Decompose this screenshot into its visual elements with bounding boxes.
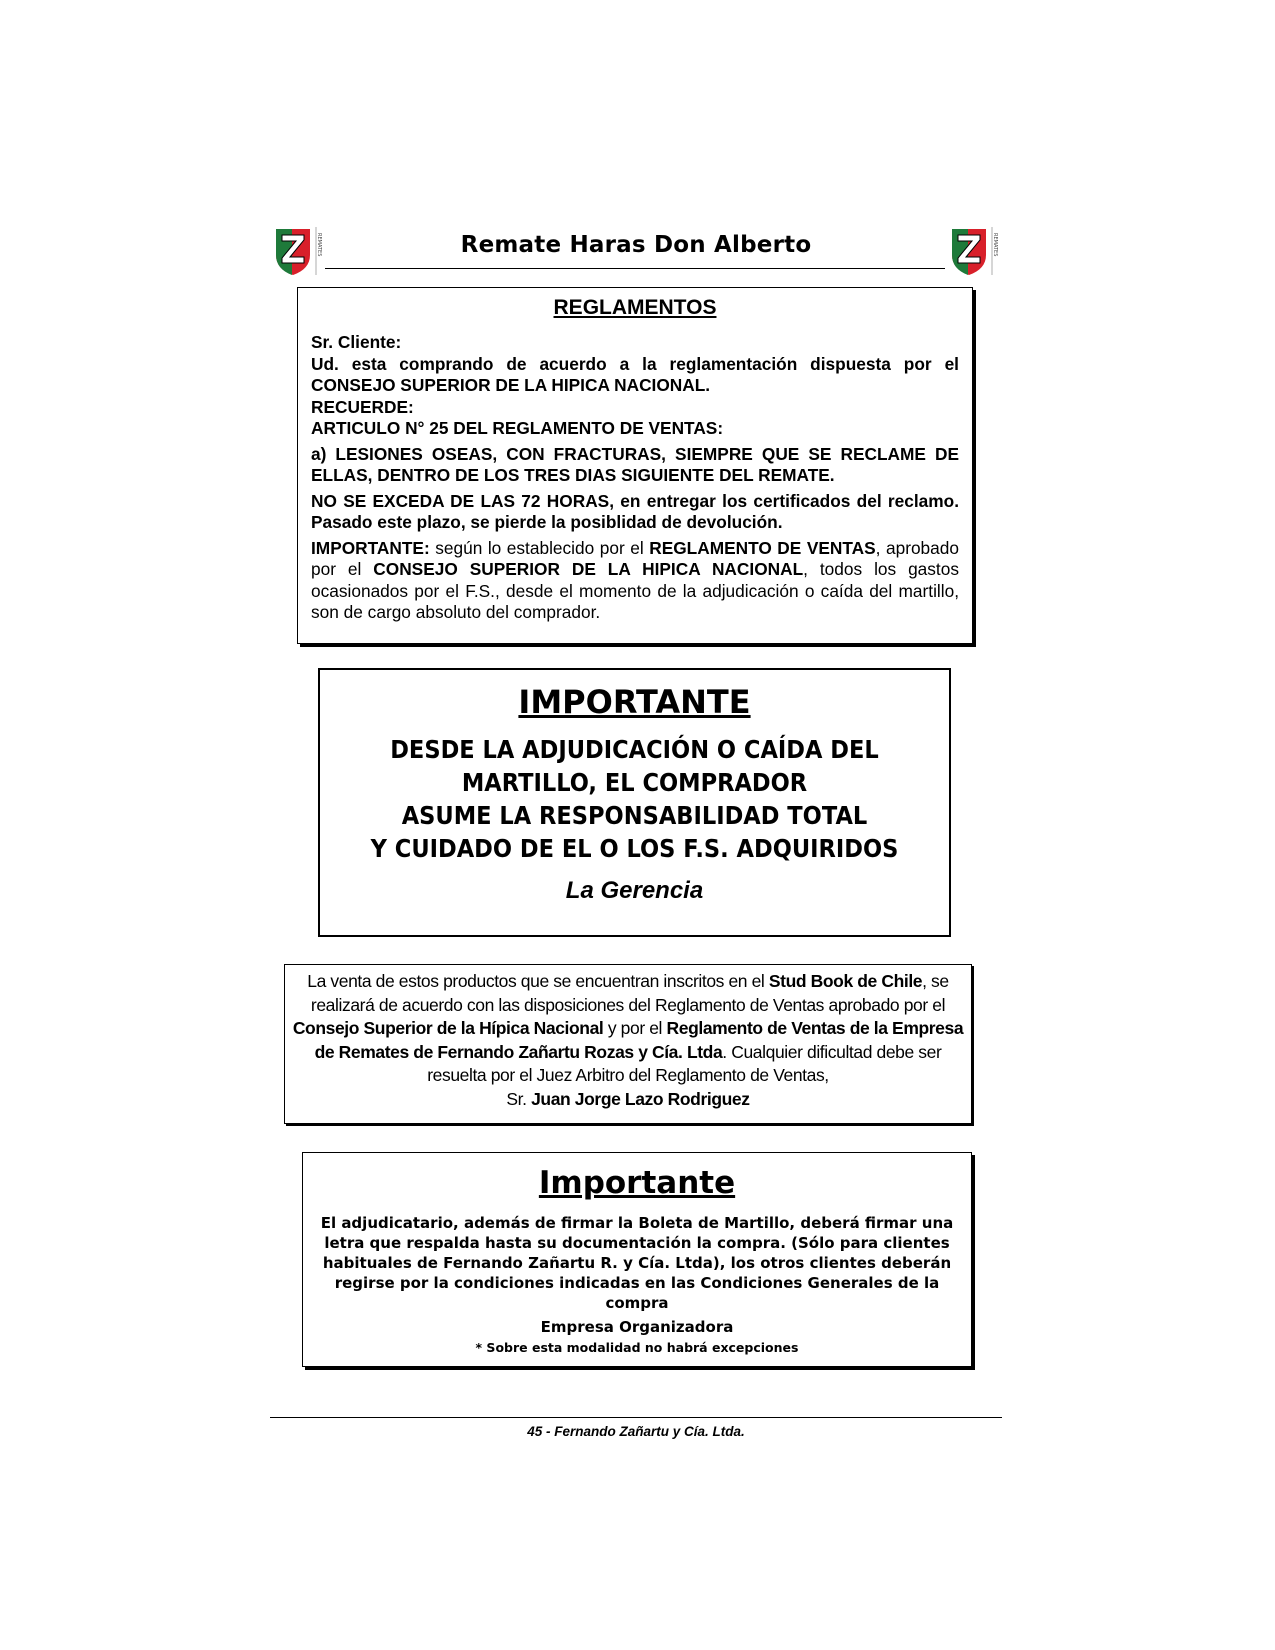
importante-paragraph: IMPORTANTE: según lo establecido por el REGLAMENTO DE VENTAS, aprobado por el CONSEJO SUPERIOR DE LA HIPICA NACIONAL, todos los gastos ocasionados por el F.S., desde el momento de la adjudicación o caída del martillo, son de cargo absoluto del comprador. bbox=[311, 537, 960, 622]
venta-paragraph: La venta de estos productos que se encuentran inscritos en el Stud Book de Chile, se realizará de acuerdo con las disposiciones del Reglamento de Ventas aprobado por el Consejo Superior de la Hípica Nacional y por el Reglamento de Ventas de la Empresa de Remates de Fernando Zañartu Rozas y Cía. Ltda. Cualquier dificultad debe ser resuelta por el Juez Arbitro del Reglamento de Ventas, bbox=[292, 971, 964, 1085]
importante-body: El adjudicatario, además de firmar la Boleta de Martillo, deberá firmar una letra que respalda hasta su documentación la compra. (Sólo para clientes habituales de Fernando Zañartu R. y Cía. Ltda), los otros clientes deberán regirse por la condiciones indicadas en las Condiciones Generales de la compra bbox=[320, 1214, 954, 1312]
aviso-line: DESDE LA ADJUDICACIÓN O CAÍDA DEL bbox=[390, 735, 879, 764]
aviso-signature: La Gerencia bbox=[565, 877, 704, 904]
footer-text: 45 - Fernando Zañartu y Cía. Ltda. bbox=[527, 1424, 745, 1439]
juez-arbitro: Sr. Juan Jorge Lazo Rodriguez bbox=[506, 1088, 750, 1109]
greeting: Sr. Cliente: bbox=[311, 332, 402, 352]
item-a: a) LESIONES OSEAS, CON FRACTURAS, SIEMPRE QUE SE RECLAME DE ELLAS, DENTRO DE LOS TRES DIAS SIGUIENTE DEL REMATE. bbox=[311, 443, 959, 485]
venta-box bbox=[284, 964, 972, 1124]
plazo-72-horas: NO SE EXCEDA DE LAS 72 HORAS, en entregar los certificados del reclamo. Pasado este plazo, se pierde la posiblidad de devolución. bbox=[311, 490, 959, 532]
recuerde-label: RECUERDE: bbox=[311, 396, 414, 417]
footer-rule bbox=[270, 1417, 1002, 1418]
importante-box bbox=[302, 1152, 972, 1367]
company-logo-left bbox=[270, 225, 326, 277]
reglamentos-title: REGLAMENTOS bbox=[553, 296, 717, 319]
logo-letters: REMATES bbox=[316, 233, 322, 257]
logo-letters: REMATES bbox=[992, 233, 998, 257]
excepciones-note: * Sobre esta modalidad no habrá excepciones bbox=[475, 1340, 799, 1355]
aviso-line: MARTILLO, EL COMPRADOR bbox=[461, 768, 808, 797]
aviso-importante-box bbox=[318, 668, 951, 937]
reglamentos-intro: Ud. esta comprando de acuerdo a la reglamentación dispuesta por el CONSEJO SUPERIOR DE LA HIPICA NACIONAL. bbox=[311, 353, 959, 395]
importante-label: IMPORTANTE: bbox=[311, 537, 430, 558]
articulo-heading: ARTICULO N° 25 DEL REGLAMENTO DE VENTAS: bbox=[311, 418, 724, 438]
header-title: Remate Haras Don Alberto bbox=[460, 232, 812, 258]
aviso-title: IMPORTANTE bbox=[518, 683, 751, 721]
importante-title: Importante bbox=[538, 1165, 736, 1201]
empresa-organizadora: Empresa Organizadora bbox=[540, 1318, 734, 1336]
header-rule bbox=[325, 268, 945, 269]
aviso-line: ASUME LA RESPONSABILIDAD TOTAL bbox=[401, 801, 868, 830]
aviso-body bbox=[345, 733, 924, 865]
reglamentos-box bbox=[297, 287, 973, 644]
aviso-line: Y CUIDADO DE EL O LOS F.S. ADQUIRIDOS bbox=[370, 834, 899, 863]
company-logo-right bbox=[946, 225, 1002, 277]
